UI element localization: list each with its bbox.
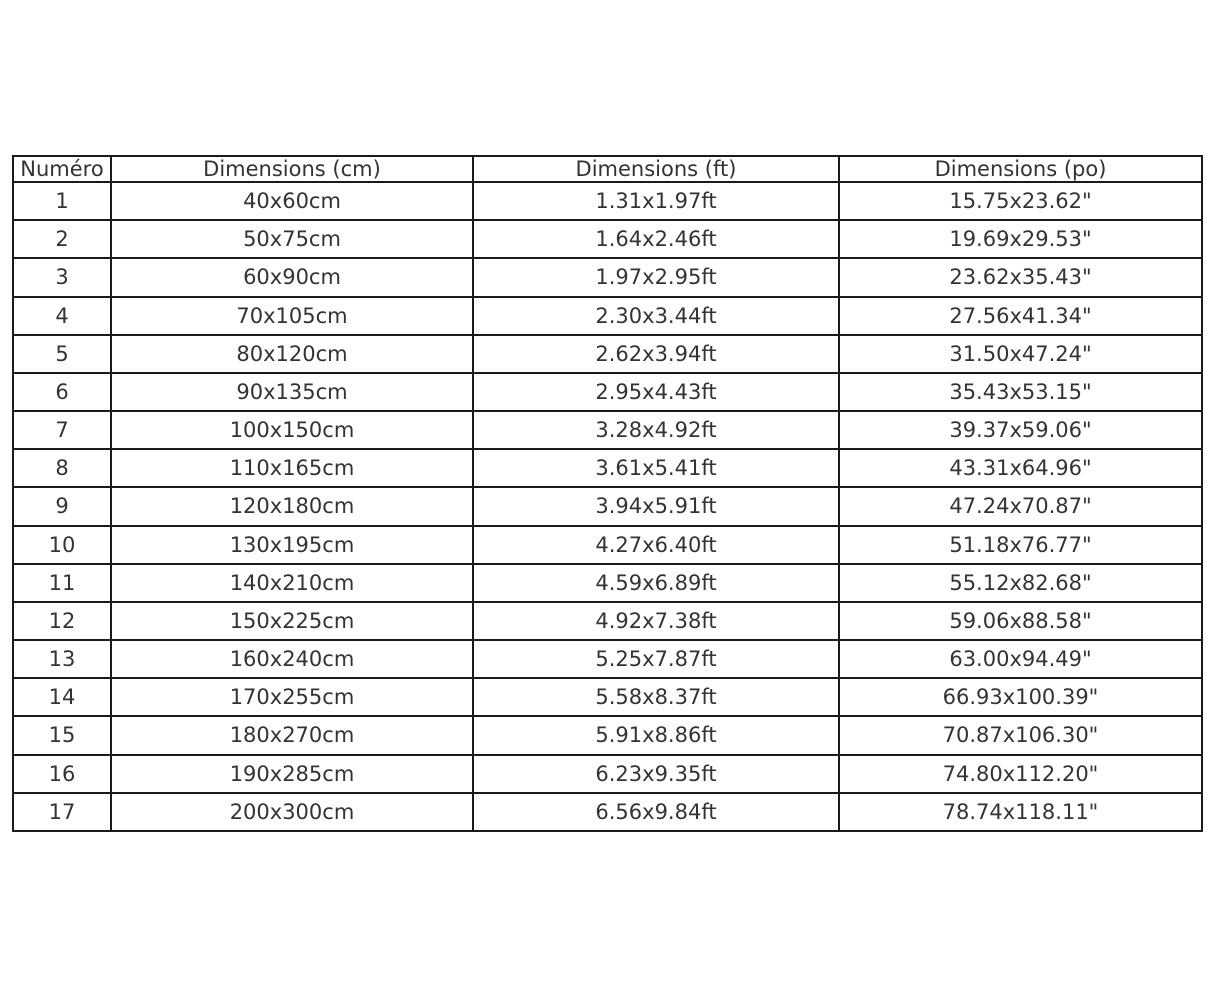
table-row xyxy=(13,793,1202,831)
cell-dimensions-po: 27.56x41.34" xyxy=(839,297,1202,335)
table-row xyxy=(13,411,1202,449)
table-row xyxy=(13,564,1202,602)
cell-dimensions-po: 59.06x88.58" xyxy=(839,602,1202,640)
col-header-dimensions-po: Dimensions (po) xyxy=(839,156,1202,182)
cell-numero: 5 xyxy=(13,335,111,373)
cell-dimensions-po: 51.18x76.77" xyxy=(839,526,1202,564)
col-header-dimensions-cm: Dimensions (cm) xyxy=(111,156,473,182)
cell-numero: 11 xyxy=(13,564,111,602)
cell-dimensions-cm: 70x105cm xyxy=(111,297,473,335)
cell-dimensions-cm: 180x270cm xyxy=(111,716,473,754)
cell-dimensions-po: 55.12x82.68" xyxy=(839,564,1202,602)
cell-dimensions-po: 70.87x106.30" xyxy=(839,716,1202,754)
cell-numero: 6 xyxy=(13,373,111,411)
cell-dimensions-cm: 160x240cm xyxy=(111,640,473,678)
cell-dimensions-cm: 200x300cm xyxy=(111,793,473,831)
cell-dimensions-po: 47.24x70.87" xyxy=(839,487,1202,525)
table-row xyxy=(13,640,1202,678)
cell-dimensions-ft: 2.62x3.94ft xyxy=(473,335,839,373)
cell-dimensions-cm: 110x165cm xyxy=(111,449,473,487)
cell-numero: 7 xyxy=(13,411,111,449)
cell-dimensions-po: 23.62x35.43" xyxy=(839,258,1202,296)
cell-dimensions-cm: 40x60cm xyxy=(111,182,473,220)
cell-dimensions-cm: 100x150cm xyxy=(111,411,473,449)
table-row xyxy=(13,755,1202,793)
cell-dimensions-ft: 5.91x8.86ft xyxy=(473,716,839,754)
table-row xyxy=(13,335,1202,373)
cell-dimensions-po: 31.50x47.24" xyxy=(839,335,1202,373)
cell-numero: 8 xyxy=(13,449,111,487)
cell-numero: 16 xyxy=(13,755,111,793)
table-row xyxy=(13,258,1202,296)
cell-dimensions-ft: 3.94x5.91ft xyxy=(473,487,839,525)
table-body xyxy=(13,182,1202,831)
dimensions-conversion-table xyxy=(12,155,1203,832)
cell-dimensions-ft: 3.61x5.41ft xyxy=(473,449,839,487)
cell-dimensions-ft: 1.31x1.97ft xyxy=(473,182,839,220)
cell-dimensions-ft: 2.95x4.43ft xyxy=(473,373,839,411)
cell-dimensions-po: 63.00x94.49" xyxy=(839,640,1202,678)
cell-numero: 17 xyxy=(13,793,111,831)
cell-dimensions-cm: 50x75cm xyxy=(111,220,473,258)
header-row xyxy=(13,156,1202,182)
cell-dimensions-cm: 170x255cm xyxy=(111,678,473,716)
cell-dimensions-po: 78.74x118.11" xyxy=(839,793,1202,831)
cell-dimensions-ft: 4.27x6.40ft xyxy=(473,526,839,564)
cell-dimensions-cm: 60x90cm xyxy=(111,258,473,296)
cell-dimensions-po: 66.93x100.39" xyxy=(839,678,1202,716)
cell-dimensions-ft: 5.58x8.37ft xyxy=(473,678,839,716)
cell-dimensions-po: 35.43x53.15" xyxy=(839,373,1202,411)
table-header xyxy=(13,156,1202,182)
col-header-dimensions-ft: Dimensions (ft) xyxy=(473,156,839,182)
table-row xyxy=(13,487,1202,525)
cell-dimensions-ft: 1.97x2.95ft xyxy=(473,258,839,296)
cell-numero: 12 xyxy=(13,602,111,640)
cell-dimensions-cm: 190x285cm xyxy=(111,755,473,793)
cell-dimensions-ft: 4.92x7.38ft xyxy=(473,602,839,640)
cell-dimensions-cm: 90x135cm xyxy=(111,373,473,411)
table-row xyxy=(13,602,1202,640)
cell-dimensions-cm: 130x195cm xyxy=(111,526,473,564)
cell-numero: 14 xyxy=(13,678,111,716)
cell-numero: 3 xyxy=(13,258,111,296)
table-row xyxy=(13,373,1202,411)
cell-dimensions-po: 43.31x64.96" xyxy=(839,449,1202,487)
cell-dimensions-ft: 5.25x7.87ft xyxy=(473,640,839,678)
table-row xyxy=(13,678,1202,716)
cell-dimensions-ft: 3.28x4.92ft xyxy=(473,411,839,449)
cell-dimensions-cm: 120x180cm xyxy=(111,487,473,525)
cell-numero: 1 xyxy=(13,182,111,220)
cell-dimensions-cm: 80x120cm xyxy=(111,335,473,373)
cell-numero: 4 xyxy=(13,297,111,335)
table-row xyxy=(13,220,1202,258)
cell-numero: 2 xyxy=(13,220,111,258)
cell-dimensions-ft: 6.23x9.35ft xyxy=(473,755,839,793)
cell-dimensions-po: 19.69x29.53" xyxy=(839,220,1202,258)
cell-dimensions-ft: 2.30x3.44ft xyxy=(473,297,839,335)
table-row xyxy=(13,449,1202,487)
cell-dimensions-po: 15.75x23.62" xyxy=(839,182,1202,220)
col-header-numero: Numéro xyxy=(13,156,111,182)
cell-dimensions-po: 74.80x112.20" xyxy=(839,755,1202,793)
cell-numero: 13 xyxy=(13,640,111,678)
cell-dimensions-ft: 4.59x6.89ft xyxy=(473,564,839,602)
cell-numero: 15 xyxy=(13,716,111,754)
cell-dimensions-ft: 6.56x9.84ft xyxy=(473,793,839,831)
cell-dimensions-cm: 140x210cm xyxy=(111,564,473,602)
table-row xyxy=(13,182,1202,220)
cell-dimensions-ft: 1.64x2.46ft xyxy=(473,220,839,258)
cell-numero: 9 xyxy=(13,487,111,525)
cell-dimensions-cm: 150x225cm xyxy=(111,602,473,640)
cell-dimensions-po: 39.37x59.06" xyxy=(839,411,1202,449)
cell-numero: 10 xyxy=(13,526,111,564)
table-row xyxy=(13,526,1202,564)
table-row xyxy=(13,716,1202,754)
table-row xyxy=(13,297,1202,335)
